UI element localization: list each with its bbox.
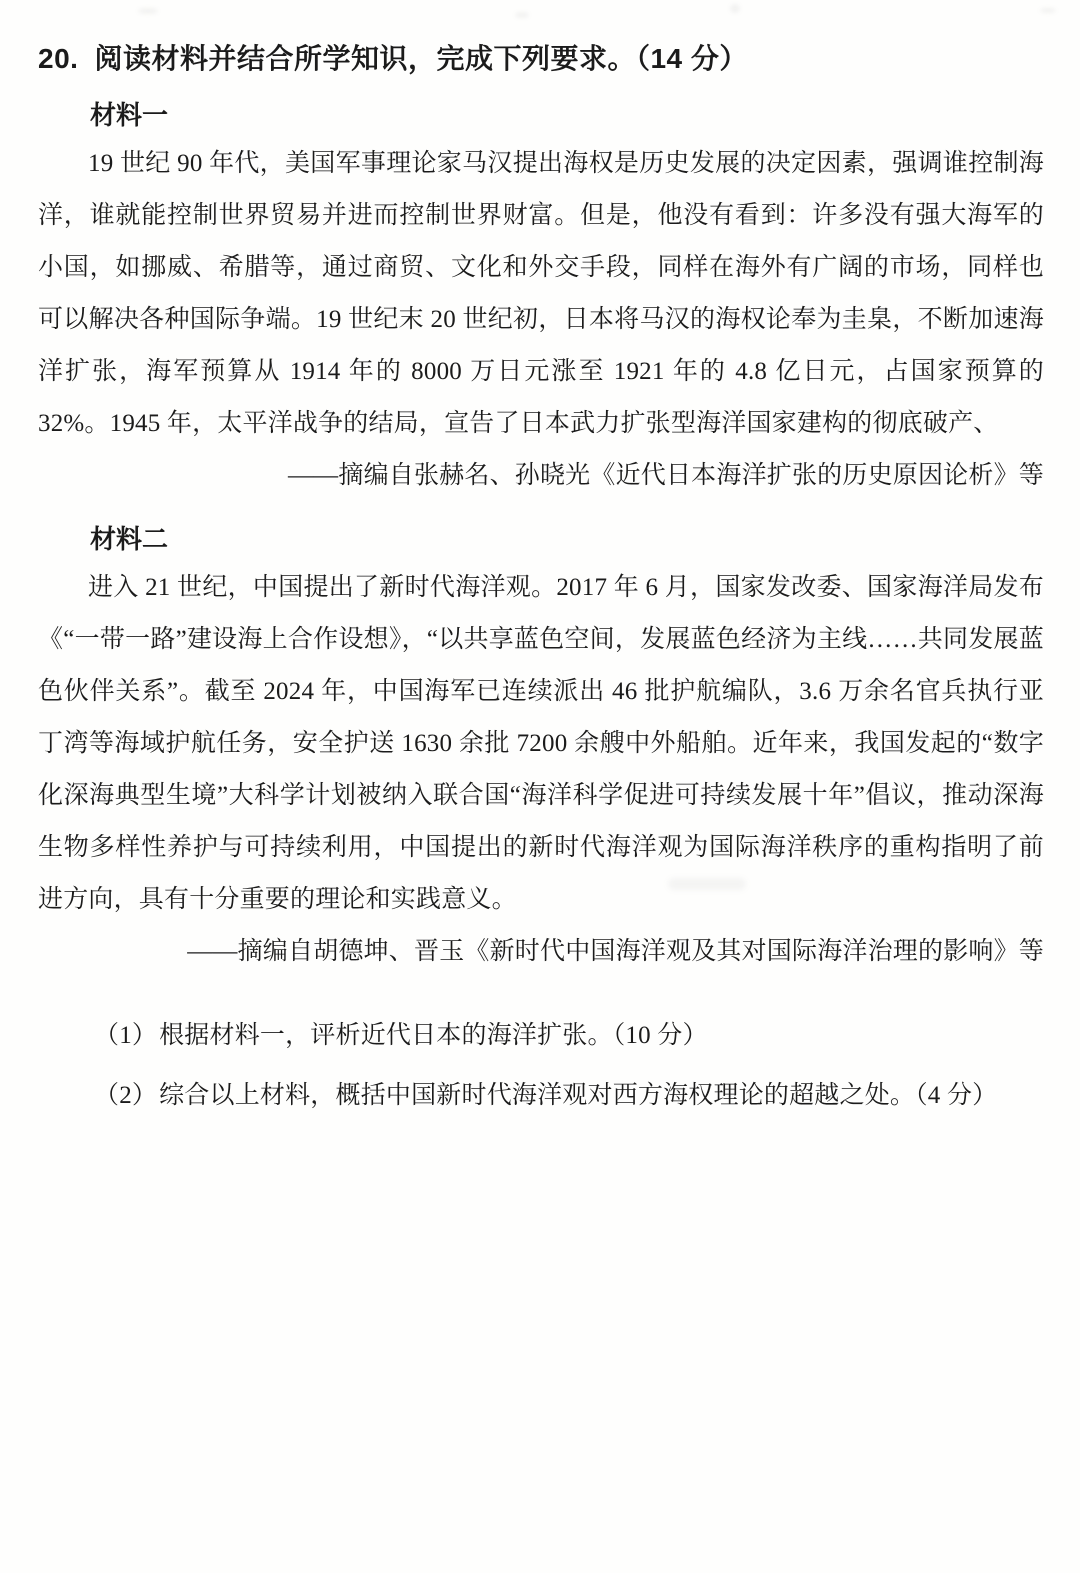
scan-artifact [730, 4, 740, 13]
subquestion-2-text: 综合以上材料，概括中国新时代海洋观对西方海权理论的超越之处。（4 分） [159, 1082, 998, 1109]
material-1-heading: 材料一 [90, 100, 169, 130]
question-prompt: 阅读材料并结合所学知识，完成下列要求。（14 分） [94, 43, 748, 74]
material-2-paragraph: 进入 21 世纪，中国提出了新时代海洋观。2017 年 6 月，国家发改委、国家海洋局发布《“一带一路”建设海上合作设想》，“以共享蓝色空间，发展蓝色经济为主线……共同发展蓝色伙伴关系”。截至 2024 年，中国海军已连续派出 46 批护航编队，3.6 万余名官兵执行亚丁湾等海域护航任务，安全护送 1630 余批 7200 余艘中外船舶。近年来，我国发起的“数字化深海典型生境”大科学计划被纳入联合国“海洋科学促进可持续发展十年”倡议，推动深海生物多样性养护与可持续利用，中国提出的新时代海洋观为国际海洋秩序的重构指明了前进方向，具有十分重要的理论和实践意义。 [38, 574, 1044, 913]
material-1-paragraph: 19 世纪 90 年代，美国军事理论家马汉提出海权是历史发展的决定因素，强调谁控制海洋，谁就能控制世界贸易并进而控制世界财富。但是，他没有看到：许多没有强大海军的小国，如挪威、希腊等，通过商贸、文化和外交手段，同样在海外有广阔的市场，同样也可以解决各种国际争端。19 世纪末 20 世纪初，日本将马汉的海权论奉为圭臬，不断加速海洋扩张，海军预算从 1914 年的 8000 万日元涨至 1921 年的 4.8 亿日元，占国家预算的 32%。1945 年，太平洋战争的结局，宣告了日本武力扩张型海洋国家建构的彻底破产、 [38, 150, 1044, 437]
scan-artifact [138, 8, 158, 14]
subquestion-2 [94, 1078, 1044, 1114]
scan-artifact [515, 12, 529, 18]
subquestion-1 [94, 1018, 1044, 1054]
material-2-attribution: ——摘编自胡德坤、晋玉《新时代中国海洋观及其对国际海洋治理的影响》等 [187, 938, 1044, 965]
subquestion-2-label: （2） [94, 1082, 158, 1109]
question-number: 20. [38, 43, 79, 74]
material-2-heading: 材料二 [90, 524, 169, 554]
question-title [38, 40, 1044, 78]
scan-artifact [1040, 8, 1056, 13]
material-1-attribution: ——摘编自张赫名、孙晓光《近代日本海洋扩张的历史原因论析》等 [287, 462, 1044, 489]
subquestion-1-label: （1） [94, 1022, 158, 1049]
subquestion-1-text: 根据材料一，评析近代日本的海洋扩张。（10 分） [159, 1022, 708, 1049]
